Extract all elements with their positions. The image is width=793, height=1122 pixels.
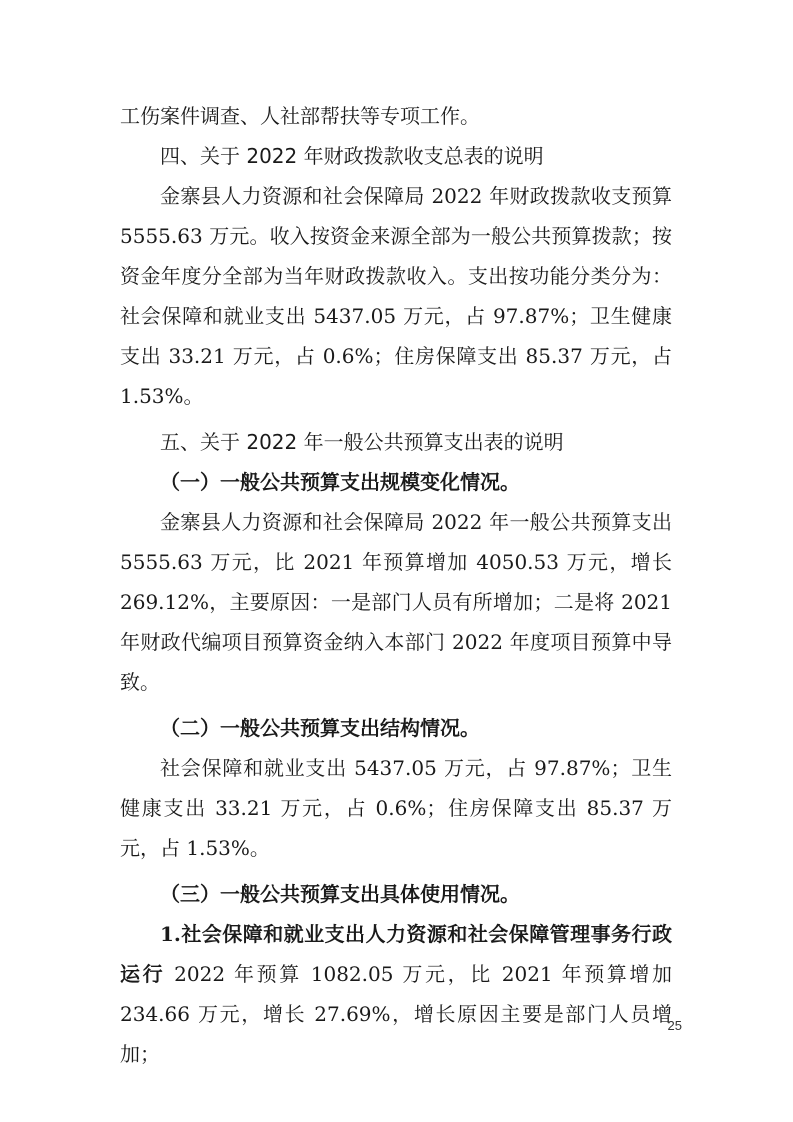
section-5-heading: 五、关于 2022 年一般公共预算支出表的说明: [160, 430, 564, 454]
subsection-2-title: （二）一般公共预算支出结构情况。: [160, 716, 480, 740]
section-4-heading: 四、关于 2022 年财政拨款收支总表的说明: [160, 144, 544, 168]
document-body: [120, 96, 672, 1074]
section-4-body: 金寨县人力资源和社会保障局 2022 年财政拨款收支预算 5555.63 万元。收入按资金来源全部为一般公共预算拨款；按资金年度分全部为当年财政拨款收入。支出按功能分类分为：社会保障和就业支出 5437.05 万元，占 97.87%；卫生健康支出 33.21 万元，占 0.6%；住房保障支出 85.37 万元，占 1.53%。: [120, 184, 672, 408]
continuation-paragraph: 工伤案件调查、人社部帮扶等专项工作。: [120, 104, 480, 128]
page-number: 25: [667, 1018, 682, 1033]
item-1-title: 1.社会保障和就业支出人力资源和社会保障管理事务行政运行: [120, 922, 672, 986]
subsection-1-body: 金寨县人力资源和社会保障局 2022 年一般公共预算支出 5555.63 万元，比 2021 年预算增加 4050.53 万元，增长 269.12%，主要原因：一是部门人员有所增加；二是将 2021 年财政代编项目预算资金纳入本部门 2022 年度项目预算中导致。: [120, 510, 672, 694]
item-1-body: 2022 年预算 1082.05 万元，比 2021 年预算增加 234.66 万元，增长 27.69%，增长原因主要是部门人员增加；: [120, 962, 672, 1066]
subsection-2-body: 社会保障和就业支出 5437.05 万元，占 97.87%；卫生健康支出 33.21 万元，占 0.6%；住房保障支出 85.37 万元，占 1.53%。: [120, 756, 672, 860]
subsection-3-title: （三）一般公共预算支出具体使用情况。: [160, 882, 520, 906]
item-1-paragraph: [120, 914, 672, 1074]
subsection-1-title: （一）一般公共预算支出规模变化情况。: [160, 470, 520, 494]
